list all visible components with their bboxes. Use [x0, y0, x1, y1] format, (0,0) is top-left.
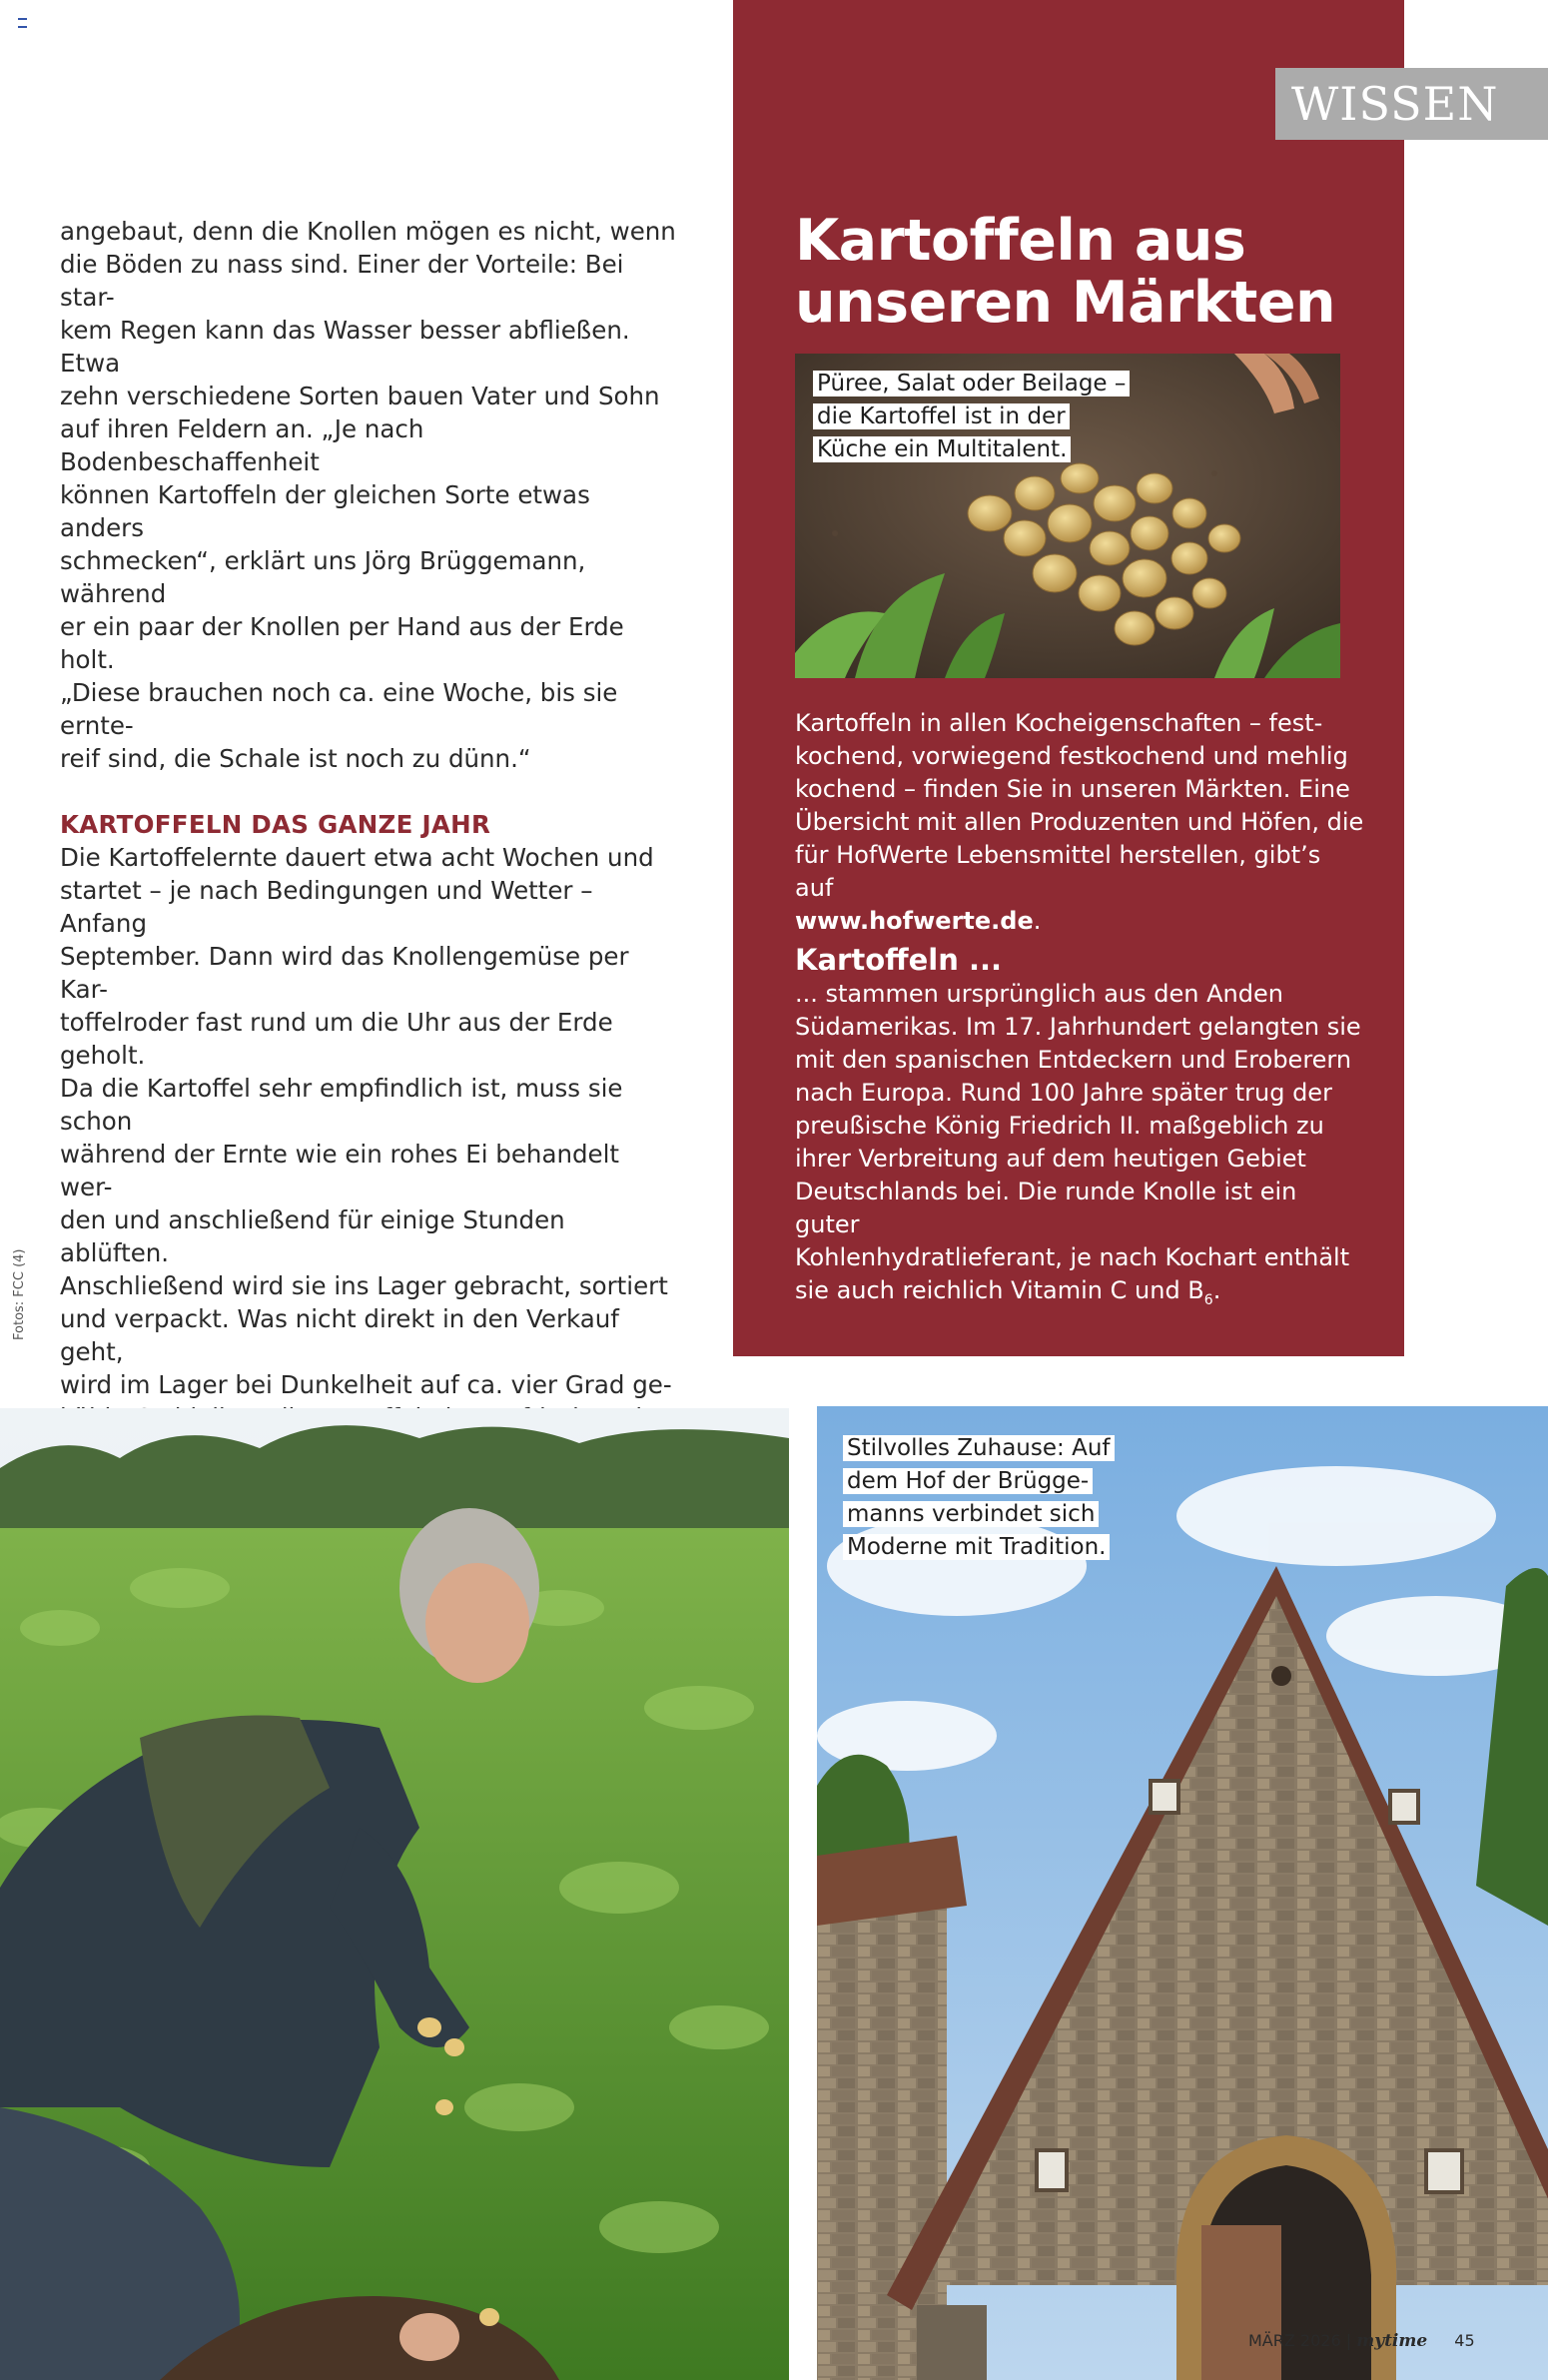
farmer-field-photo	[0, 1408, 789, 2380]
page-number: 45	[1454, 2331, 1475, 2350]
panel-history-end: .	[1212, 1276, 1221, 1304]
caption-line: Moderne mit Tradition.	[843, 1534, 1110, 1560]
panel-body-text	[795, 707, 1364, 938]
article-paragraph: angebaut, denn die Knollen mögen es nicht, wenn die Böden zu nass sind. Einer der Vorteile: Bei star- kem Regen kann das Wasser besser abfließen. Etwa zehn verschiedene Sorten bauen Vater und Sohn auf ihren Feldern an. „Je nach Bodenbeschaffenheit können Kartoffeln der gleichen Sorte etwas anders schmecken“, erklärt uns Jörg Brüggemann, während er ein paar der Knollen per Hand aus der Erde holt. „Diese brauchen noch ca. eine Woche, bis sie ernte- reif sind, die Schale ist noch zu dünn.“	[60, 217, 676, 773]
potato-photo	[795, 354, 1340, 678]
section-label: WISSEN	[1275, 68, 1548, 140]
panel-subheading: Kartoffeln ...	[795, 943, 1003, 977]
barn-photo	[817, 1406, 1548, 2380]
caption-line: dem Hof der Brügge-	[843, 1468, 1093, 1494]
footer-brand-logo: mytime	[1356, 2331, 1428, 2351]
panel-history-body: ... stammen ursprünglich aus den Anden Südamerikas. Im 17. Jahrhundert gelangten sie mit den spanischen Entdeckern und Eroberern nach Europa. Rund 100 Jahre später trug der preußische König Friedrich II. maßgeblich zu ihrer Verbreitung auf dem heutigen Gebiet Deutschlands bei. Die runde Knolle ist ein guter Kohlenhydratlieferant, je nach Kochart enthält sie auch reichlich Vitamin C und B	[795, 980, 1361, 1304]
farmer-image	[0, 1408, 789, 2380]
article-paragraph: Die Kartoffelernte dauert etwa acht Wochen und startet – je nach Bedingungen und Wetter – Anfang September. Dann wird das Knollengemüse per Kar- toffelroder fast rund um die Uhr aus der Erde geholt. Da die Kartoffel sehr empfindlich ist, muss sie schon während der Ernte wie ein rohes Ei behandelt wer- den und anschließend für einige Stunden ablüften. Anschließend wird sie ins Lager gebracht, sortiert und verpackt. Was nicht direkt in den Verkauf geht, wird im Lager bei Dunkelheit auf ca. vier Grad ge-	[60, 843, 672, 1399]
hofwerte-link[interactable]: www.hofwerte.de	[795, 907, 1034, 935]
panel-intro-text: Kartoffeln in allen Kocheigenschaften – fest- kochend, vorwiegend festkochend und mehlig kochend – finden Sie in unseren Märkten. Eine Übersicht mit allen Produzenten und Höfen, die für HofWerte Lebensmittel herstellen, gibt’s auf	[795, 709, 1364, 902]
footer-issue: MÄRZ 2026 |	[1248, 2331, 1352, 2350]
photo-credit	[12, 1230, 32, 1340]
caption-line: manns verbindet sich	[843, 1501, 1099, 1527]
article-subheading: KARTOFFELN DAS GANZE JAHR	[60, 810, 491, 839]
page-footer	[1248, 2331, 1475, 2351]
caption-line: Küche ein Multitalent.	[813, 436, 1071, 462]
barn-photo-caption	[843, 1432, 1115, 1564]
caption-line: die Kartoffel ist in der	[813, 403, 1070, 429]
caption-line: Püree, Salat oder Beilage –	[813, 371, 1130, 397]
vitamin-subscript: 6	[1203, 1291, 1213, 1308]
photo-credit-text: Fotos: FCC (4)	[12, 1248, 27, 1340]
potato-photo-caption	[813, 368, 1130, 466]
panel-title: Kartoffeln aus unseren Märkten	[795, 208, 1336, 336]
panel-history-text	[795, 978, 1364, 1317]
panel-intro-end: .	[1033, 907, 1042, 935]
corner-mark	[18, 18, 27, 28]
caption-line: Stilvolles Zuhause: Auf	[843, 1435, 1115, 1461]
